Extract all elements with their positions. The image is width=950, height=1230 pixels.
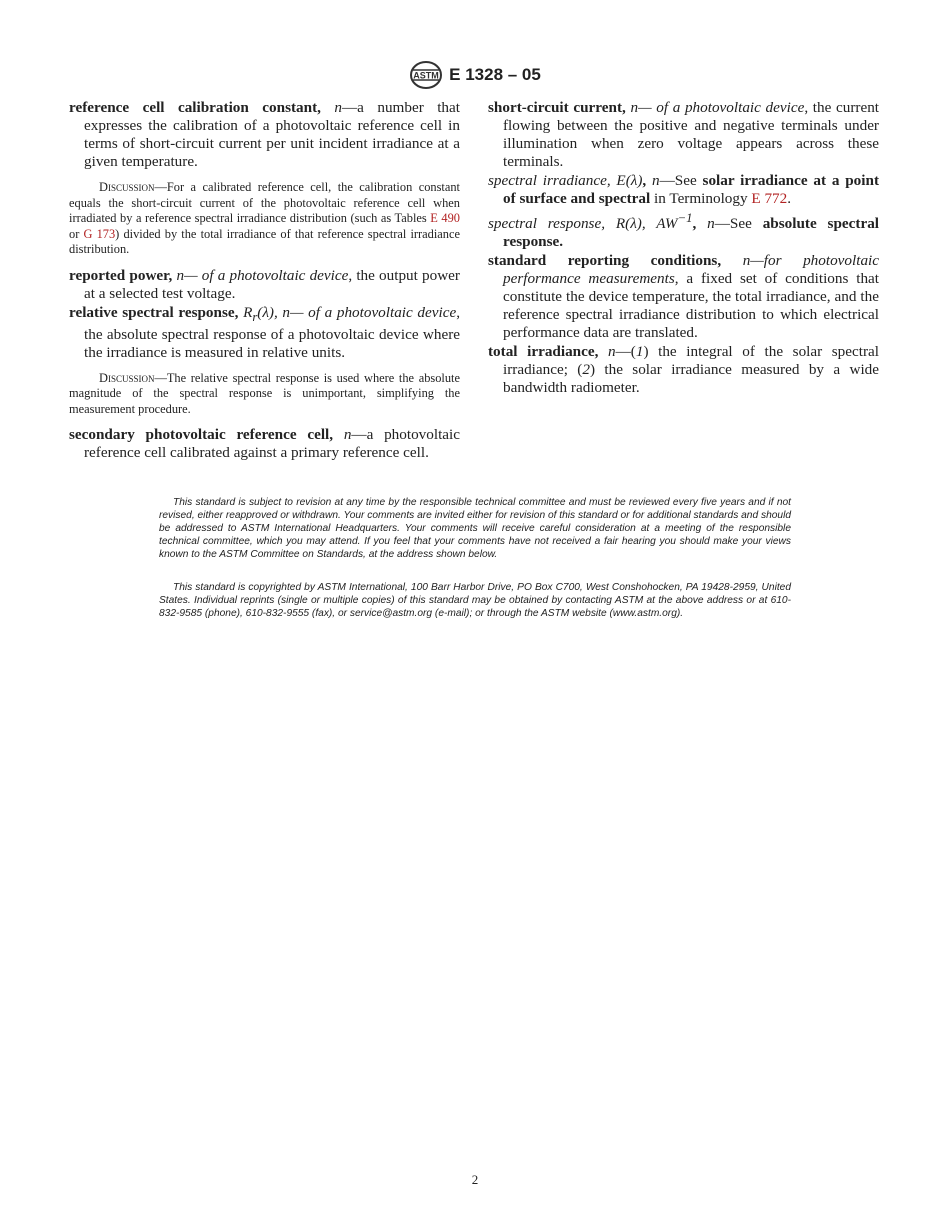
page-header bbox=[0, 60, 950, 90]
reference-link-e490[interactable]: E 490 bbox=[430, 211, 460, 225]
reference-link-e772[interactable]: E 772 bbox=[751, 190, 788, 207]
discussion-calibration-constant: Discussion—For a calibrated reference cell, the calibration constant equals the short-circuit current of the photovoltaic reference cell when irradiated by a reference spectral irradiance distribution (such as Tables E 490 or G 173) divided by the total irradiance of that reference spectral irradiance distribution. bbox=[69, 180, 460, 256]
definition-spectral-response: spectral response, R(λ), $AW^{-1}$, n—See absolute spectral response. bbox=[488, 211, 880, 251]
definition-reference-cell-calibration-constant: reference cell calibration constant, n—a number that expresses the calibration of a photovoltaic reference cell in terms of short-circuit current per unit incident irradiance at a given temperature. bbox=[69, 99, 460, 170]
page-number: 2 bbox=[471, 1172, 479, 1187]
document-designation: E 1328 – 05 bbox=[449, 65, 541, 84]
definition-total-irradiance: total irradiance, n—(1) the integral of the solar spectral irradiance; (2) the solar irradiance measured by a wide bandwidth radiometer. bbox=[488, 343, 880, 397]
definition-secondary-photovoltaic-reference-cell: secondary photovoltaic reference cell, n—a photovoltaic reference cell calibrated against a primary reference cell. bbox=[69, 426, 461, 462]
right-column bbox=[488, 99, 879, 398]
left-column bbox=[69, 99, 460, 463]
definition-spectral-irradiance: spectral irradiance, E(λ), n—See solar irradiance at a point of surface and spectral in Terminology E 772. bbox=[488, 172, 879, 207]
definition-relative-spectral-response: relative spectral response, $R_r(\lambda)$, n— of a photovoltaic device, the absolute spectral response of a photovoltaic device where the irradiance is measured in relative units. bbox=[69, 303, 460, 361]
definition-short-circuit-current: short-circuit current, n— of a photovoltaic device, the current flowing between the positive and negative terminals under illumination when zero voltage appears across these terminals. bbox=[488, 99, 880, 170]
definition-standard-reporting-conditions: standard reporting conditions, n—for photovoltaic performance measurements, a fixed set of conditions that constitute the device temperature, the total irradiance, and the reference spectral irradiance distribution to which electrical performance data are translated. bbox=[488, 252, 880, 342]
definition-reported-power: reported power, n— of a photovoltaic device, the output power at a selected test voltage. bbox=[69, 266, 460, 302]
svg-text:ASTM: ASTM bbox=[413, 70, 439, 81]
revision-notice: This standard is subject to revision at any time by the responsible technical committee and must be reviewed every five years and if not revised, either reapproved or withdrawn. Your comments are invited either for revision of this standard or for additional standards and should be addressed to ASTM International Headquarters. Your comments will receive careful consideration at a meeting of the responsible technical committee, which you may attend. If you feel that your comments have not received a fair hearing you should make your views known to the ASTM Committee on Standards, at the address shown below. bbox=[159, 497, 791, 560]
discussion-relative-spectral-response: Discussion—The relative spectral response is used where the absolute magnitude of the spectral response is unimportant, simplifying the measurement procedure. bbox=[69, 370, 460, 416]
reference-link-g173[interactable]: G 173 bbox=[83, 226, 116, 241]
copyright-notice: This standard is copyrighted by ASTM International, 100 Barr Harbor Drive, PO Box C700, West Conshohocken, PA 19428-2959, United States. Individual reprints (single or multiple copies) of this standard may be obtained by contacting ASTM at the above address or at 610-832-9585 (phone), 610-832-9555 (fax), or service@astm.org (e-mail); or through the ASTM website (www.astm.org). bbox=[159, 582, 791, 619]
astm-logo-icon bbox=[409, 60, 443, 90]
